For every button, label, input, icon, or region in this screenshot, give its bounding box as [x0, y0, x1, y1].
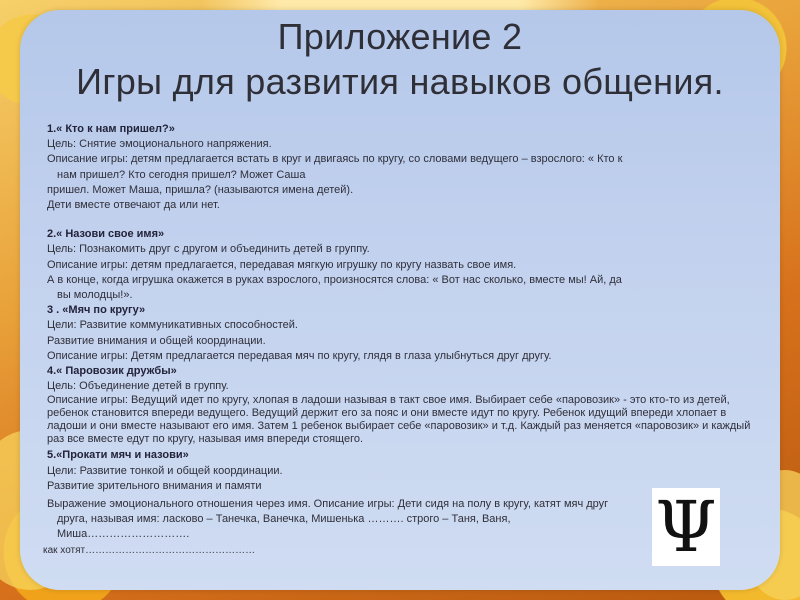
game-2-heading: 2.« Назови свое имя» [47, 228, 165, 241]
game-3-goal-2: Развитие внимания и общей координации. [47, 334, 266, 347]
game-3-heading: 3 . «Мяч по кругу» [47, 304, 146, 317]
game-2-description: Описание игры: детям предлагается, передавая мягкую игрушку по кругу назвать свое имя. [47, 258, 517, 271]
game-5-goal: Цели: Развитие тонкой и общей координации. [47, 464, 283, 477]
game-2-ending: А в конце, когда игрушка окажется в руках взрослого, произносятся слова: « Вот нас сколько, вместе мы! Ай, да [47, 273, 622, 286]
game-4-goal: Цель: Объединение детей в группу. [47, 380, 229, 393]
game-2-ending-cont: вы молодцы!». [57, 289, 133, 302]
game-5-description-end: как хотят…………………………………………… [43, 544, 256, 556]
game-3-goal: Цели: Развитие коммуникативных способностей. [47, 319, 298, 332]
game-5-goal-2: Развитие зрительного внимания и памяти [47, 479, 262, 492]
game-1-goal: Цель: Снятие эмоционального напряжения. [47, 138, 272, 151]
slide-content [43, 122, 752, 558]
game-1-heading: 1.« Кто к нам пришел?» [47, 123, 175, 135]
game-1-description-cont: нам пришел? Кто сегодня пришел? Может Саша [57, 168, 306, 181]
title-line-1: Приложение 2 [277, 16, 523, 57]
game-4-description: Описание игры: Ведущий идет по кругу, хлопая в ладоши называя в такт свое имя. Выбирает себе «паровозик» - это кто-то из детей, ребенок становится впереди ведущего. Ведущий держит его за пояс и они вместе идут по кругу. Ребенок идущий впереди хлопает в ладоши и они вместе называют его имя. Затем 1 ребенок выбирает себе «паровозик» и т.д. Каждый раз меняется «паровозик» и каждый раз все вместе едут по кругу, называя имя впереди стоящего. [47, 394, 751, 446]
game-5-description-names: Миша………………………. [57, 528, 190, 541]
game-1-answer: Дети вместе отвечают да или нет. [47, 199, 220, 212]
slide-title [20, 14, 780, 104]
game-5-description-cont: друга, называя имя: ласково – Танечка, Ванечка, Мишенька ………. строго – Таня, Ваня, [57, 513, 511, 526]
game-1-description: Описание игры: детям предлагается встать в круг и двигаясь по кругу, со словами ведущего – взрослого: « Кто к [47, 153, 623, 166]
game-5-description: Выражение эмоционального отношения через имя. Описание игры: Дети сидя на полу в кругу, катят мяч друг [47, 498, 609, 511]
title-line-2: Игры для развития навыков общения. [76, 61, 724, 102]
game-5-heading: 5.«Прокати мяч и назови» [47, 449, 189, 462]
game-1-description-end: пришел. Может Маша, пришла? (называются имена детей). [47, 183, 354, 196]
psi-icon: Ψ [652, 488, 720, 566]
game-3-description: Описание игры: Детям предлагается передавая мяч по кругу, глядя в глаза улыбнуться друг другу. [47, 349, 552, 362]
game-4-heading: 4.« Паровозик дружбы» [47, 365, 177, 378]
game-2-goal: Цель: Познакомить друг с другом и объединить детей в группу. [47, 243, 370, 256]
